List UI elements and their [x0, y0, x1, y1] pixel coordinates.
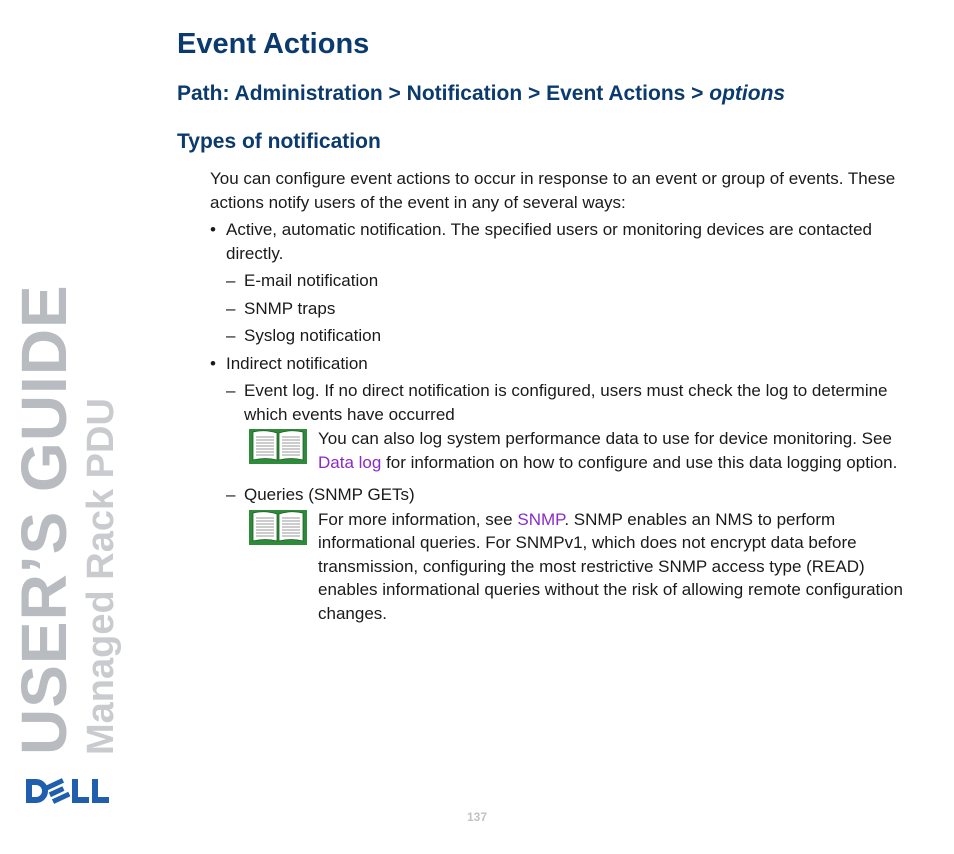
intro-paragraph: You can configure event actions to occur in response to an event or group of events. These actions notify users of the event in any of several ways:	[210, 169, 896, 212]
section-heading: Types of notification	[177, 130, 381, 153]
snmp-traps-text: SNMP traps	[244, 298, 336, 318]
dell-logo	[24, 776, 112, 806]
indirect-notification-text: Indirect notification	[226, 353, 368, 373]
queries-text: Queries (SNMP GETs)	[244, 485, 415, 504]
dash-mark: –	[226, 381, 236, 400]
note-2-text-end: . SNMP enables an NMS to perform informational queries. For SNMPv1, which does not encrypt data before transmission, configuring the most restrictive SNMP access type (READ) enables informational queries without the risk of allowing remote configuration changes.	[318, 509, 903, 623]
list-item	[210, 483, 910, 507]
data-log-link[interactable]: Data log	[318, 452, 382, 472]
list-item	[210, 218, 910, 265]
bullet-mark: •	[210, 353, 216, 373]
book-icon	[248, 426, 308, 466]
sidebar-title-block	[8, 284, 122, 755]
note-snmp	[210, 508, 910, 626]
guide-title: USER’S GUIDE	[8, 284, 80, 755]
path-options: options	[709, 82, 786, 105]
event-log-text: Event log. If no direct notification is configured, users must check the log to determine which events have occurred	[244, 381, 888, 424]
dash-mark: –	[226, 326, 236, 345]
note-2-text: For more information, see	[318, 509, 513, 529]
active-notification-text: Active, automatic notification. The specified users or monitoring devices are contacted directly.	[226, 220, 873, 263]
syslog-notification-text: Syslog notification	[244, 326, 382, 345]
dash-mark: –	[226, 485, 236, 504]
dash-mark: –	[226, 271, 236, 290]
breadcrumb-path	[177, 82, 785, 106]
email-notification-text: E-mail notification	[244, 271, 379, 290]
dash-mark: –	[226, 298, 236, 318]
list-item	[210, 297, 910, 321]
section-body	[210, 167, 910, 625]
list-item	[210, 269, 910, 293]
list-item	[210, 324, 910, 348]
book-icon	[248, 507, 308, 547]
page-title: Event Actions	[177, 28, 370, 60]
path-label: Path: Administration > Notification > Event Actions >	[177, 82, 704, 105]
note-1-text-end: for information on how to configure and use this data logging option.	[386, 452, 898, 472]
product-name: Managed Rack PDU	[80, 398, 122, 755]
list-item	[210, 352, 910, 376]
list-item	[210, 379, 910, 426]
note-data-log	[210, 427, 910, 474]
snmp-link[interactable]: SNMP	[517, 509, 565, 529]
note-1-text: You can also log system performance data to use for device monitoring. See	[318, 429, 892, 448]
page-number: 137	[466, 810, 488, 824]
bullet-mark: •	[210, 220, 216, 239]
